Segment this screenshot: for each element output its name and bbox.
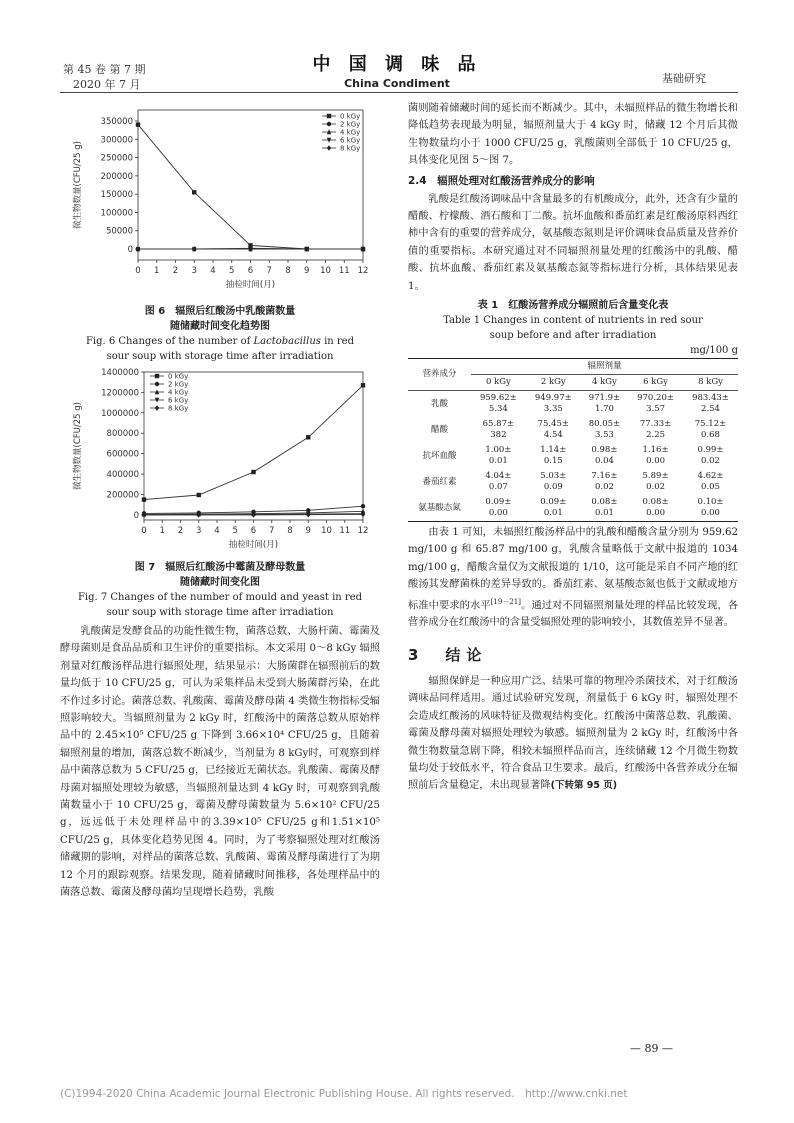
cell-sd: 0.02 <box>594 482 614 493</box>
x-tick-label: 3 <box>191 266 197 276</box>
figure-7-chart <box>60 366 380 556</box>
y-tick-label: 150000 <box>100 190 133 201</box>
journal-title-en: China Condiment <box>344 77 450 90</box>
legend-label: 8 kGy <box>168 404 189 413</box>
table-dose-header: 0 kGy <box>471 375 526 391</box>
table-cell <box>471 443 526 469</box>
cell-value: 0.99± <box>697 445 724 456</box>
y-tick-label: 350000 <box>100 116 133 127</box>
cell-sd: 382 <box>490 430 507 441</box>
table-col-nutrient: 营养成分 <box>408 359 471 391</box>
legend-label: 2 kGy <box>168 380 189 389</box>
data-point <box>251 470 255 474</box>
paragraph: 菌则随着储藏时间的延长而不断减少。其中，未辐照样品的微生物增长和降低趋势表现最为明显，辐照剂量大于 4 kGy 时，储藏 12 个月后其微生物数量均小于 1000 CFU/25 g，乳酸菌则全部低于 10 CFU/25 g，具体变化见图 5～图 7。 <box>408 103 738 167</box>
table-1-title-en <box>408 313 738 343</box>
table-cell <box>526 417 581 443</box>
fig6-cap-en-line2: sour soup with storage time after irradiation <box>106 351 334 362</box>
cell-value: 949.97± <box>534 393 572 404</box>
left-column <box>60 100 380 902</box>
figure-6-caption-en <box>60 334 380 364</box>
cell-sd: 0.02 <box>701 456 720 467</box>
legend-label: 0 kGy <box>340 112 361 121</box>
y-tick-label: 250000 <box>100 153 133 164</box>
cell-value: 0.09± <box>540 497 567 508</box>
y-tick-label: 400000 <box>106 470 139 481</box>
fig6-cap-line2: 随储藏时间变化趋势图 <box>170 321 270 332</box>
cell-value: 75.45± <box>537 419 570 430</box>
x-tick-label: 4 <box>210 266 216 276</box>
cell-sd: 2.54 <box>701 404 720 415</box>
x-tick-label: 9 <box>305 526 311 536</box>
table-1-title-en-line1: Table 1 Changes in content of nutrients in red sour <box>443 315 703 327</box>
volume-info: 第 45 卷 第 7 期 <box>63 63 146 76</box>
nutrient-name: 抗坏血酸 <box>422 450 457 461</box>
cell-sd: 0.01 <box>594 508 614 519</box>
cell-value: 5.89± <box>642 471 669 482</box>
cell-sd: 3.53 <box>594 430 614 441</box>
table-row <box>408 469 738 495</box>
table-cell <box>471 469 526 495</box>
data-point <box>361 383 365 387</box>
table-cell <box>683 495 738 522</box>
discussion-text-a: 由表 1 可知，未辐照红酸汤样品中的乳酸和醋酸含量分别为 959.62 mg/100 g 和 65.87 mg/100 g，乳酸含量略低于文献中报道的 1034 mg/100 g，醋酸含量仅为文献报道的 1/10，这可能是采自不同产地的红酸汤其发酵菌株的差异导致的。番茄红素、氨基酸态氮也低于文献或地方标准中要求的水平 <box>408 527 738 612</box>
data-point <box>192 190 196 194</box>
cell-value: 0.98± <box>591 445 618 456</box>
x-tick-label: 2 <box>177 526 184 536</box>
table-row <box>408 443 738 469</box>
legend-label: 4 kGy <box>168 388 189 397</box>
table-cell <box>581 469 628 495</box>
discussion-text-b: 。通过对不同辐照剂量处理的样品比较发现，各营养成分在红酸汤中的含量受辐照处理的影响较小，其数值差异不显著。 <box>408 600 739 629</box>
y-tick-label: 1200000 <box>101 388 139 399</box>
table-cell <box>471 417 526 443</box>
fig7-cap-en-line2: sour soup with storage time after irradiation <box>106 607 334 618</box>
table-dose-header: 4 kGy <box>581 375 628 391</box>
x-tick-label: 1 <box>159 526 165 536</box>
x-tick-label: 6 <box>250 526 257 536</box>
x-tick-label: 12 <box>357 526 369 536</box>
table-cell <box>683 469 738 495</box>
right-column <box>408 100 738 795</box>
y-tick-label: 200000 <box>106 490 139 501</box>
cell-sd: 0.01 <box>543 508 563 519</box>
x-axis-label: 抽检时间(月) <box>225 280 276 290</box>
fig7-cap-line1: 图 7 辐照后红酸汤中霉菌及酵母数量 <box>134 562 306 573</box>
table-cell <box>581 417 628 443</box>
paragraph: 乳酸菌是发酵食品的功能性微生物，菌落总数、大肠杆菌、霉菌及酵母菌则是食品品质和卫生评价的重要指标。本文采用 0～8 kGy 辐照剂量对红酸汤样品进行辐照处理，结果显示：大肠菌群在辐照前后的数量均低于 10 CFU/25 g，可认为采集样品未受到大肠菌群污染，在此不作过多讨论。菌落总数、乳酸菌、霉菌及酵母菌 4 类微生物指标受辐照影响较大。当辐照剂量为 2 kGy 时，红酸汤中的菌落总数从原始样品中的 2.45×10⁵ CFU/25 g 下降到 3.66×10⁴ CFU/25 g，且随着辐照剂量的增加，菌落总数不断减少，当剂量为 8 kGy时，可观察到样品中菌落总数为 5 CFU/25 g，已经接近无菌状态。乳酸菌、霉菌及酵母菌对辐照处理较为敏感，当辐照剂量达到 4 kGy 时，可观察到乳酸菌数量小于 10 CFU/25 g，霉菌及酵母菌数量为 5.6×10² CFU/25 g，远远低于未处理样品中的3.39×10⁵ CFU/25 g和1.51×10⁵ CFU/25 g，具体变化趋势见图 4。同时，为了考察辐照处理对红酸汤储藏期的影响，对样品的菌落总数、乳酸菌、霉菌及酵母菌进行了为期 12 个月的跟踪观察。结果发现，随着储藏时间推移，各处理样品中的菌落总数、霉菌及酵母菌均呈现增长趋势，乳酸 <box>60 626 380 899</box>
cell-value: 77.33± <box>639 419 672 430</box>
paragraph <box>408 673 738 795</box>
table-dose-header: 8 kGy <box>683 375 738 391</box>
x-tick-label: 3 <box>196 526 202 536</box>
table-discussion <box>408 524 738 632</box>
cell-sd: 4.54 <box>543 430 563 441</box>
x-tick-label: 10 <box>320 266 331 276</box>
issue-date: 2020 年 7 月 <box>73 78 141 91</box>
table-group-dose: 辐照剂量 <box>471 359 738 375</box>
table-cell <box>683 391 738 418</box>
figure-6-chart <box>60 100 380 300</box>
series-line <box>138 125 363 249</box>
data-point <box>136 122 140 126</box>
figure-6-caption-cn <box>60 304 380 334</box>
cell-value: 970.20± <box>637 393 674 404</box>
x-tick-label: 2 <box>172 266 179 276</box>
x-tick-label: 7 <box>269 526 275 536</box>
legend-label: 0 kGy <box>168 372 189 381</box>
legend-marker <box>327 122 331 126</box>
continued-note: (下转第 95 页) <box>550 780 618 792</box>
cell-sd: 3.57 <box>646 404 666 415</box>
cell-value: 75.12± <box>694 419 727 430</box>
cell-value: 4.62± <box>697 471 724 482</box>
paragraph <box>408 524 738 632</box>
cell-sd: 0.00 <box>488 508 508 519</box>
cell-sd: 0.00 <box>646 456 666 467</box>
section-2-4-body <box>408 191 738 295</box>
fig7-cap-en-line1: Fig. 7 Changes of the number of mould and yeast in red <box>77 592 363 603</box>
legend-marker <box>155 405 159 410</box>
cell-value: 959.62± <box>479 393 517 404</box>
x-tick-label: 4 <box>214 526 220 536</box>
legend-label: 2 kGy <box>340 120 361 129</box>
table-row <box>408 417 738 443</box>
x-tick-label: 6 <box>247 266 254 276</box>
x-tick-label: 7 <box>266 266 272 276</box>
table-1-title-cn: 表 1 红酸汤营养成分辐照前后含量变化表 <box>477 300 669 312</box>
cell-value: 1.14± <box>540 445 567 456</box>
cell-sd: 3.35 <box>543 404 563 415</box>
legend-marker <box>155 374 159 378</box>
cell-value: 7.16± <box>591 471 618 482</box>
cell-sd: 0.05 <box>701 482 720 493</box>
table-cell <box>471 495 526 522</box>
x-tick-label: 11 <box>339 526 351 536</box>
left-body-text <box>60 623 380 902</box>
y-tick-label: 1400000 <box>101 368 139 378</box>
data-point <box>306 435 310 439</box>
conclusion-text: 辐照保鲜是一种应用广泛、结果可靠的物理冷杀菌技术，对于红酸汤调味品同样适用。通过试验研究发现，剂量低于 6 kGy 时，辐照处理不会造成红酸汤的风味特征及微观结构变化。红酸汤中菌落总数、乳酸菌、霉菌及酵母菌对辐照处理较为敏感。辐照剂量为 2 kGy 时，红酸汤中各微生物数量急剧下降，相较未辐照样品而言，连续储藏 12 个月微生物数量均处于较低水平，符合食品卫生要求。最后，红酸汤中各营养成分在辐照前后含量稳定，未出现显著降 <box>408 675 738 792</box>
cell-sd: 0.15 <box>543 456 563 467</box>
table-cell <box>581 495 628 522</box>
nutrient-name: 乳酸 <box>430 398 448 409</box>
x-tick-label: 9 <box>304 266 310 276</box>
nutrient-name: 醋酸 <box>430 424 448 435</box>
cell-sd: 0.07 <box>488 482 508 493</box>
cell-sd: 1.70 <box>594 404 614 415</box>
cell-value: 0.09± <box>485 497 512 508</box>
cell-value: 5.03± <box>540 471 567 482</box>
right-top-text <box>408 100 738 170</box>
y-tick-label: 50000 <box>105 226 133 237</box>
y-tick-label: 0 <box>133 510 139 521</box>
table-row <box>408 495 738 522</box>
table-1 <box>408 358 738 522</box>
y-tick-label: 800000 <box>106 429 139 440</box>
data-point <box>142 497 146 501</box>
legend-label: 6 kGy <box>340 136 361 145</box>
x-tick-label: 0 <box>135 266 141 276</box>
nutrient-name: 番茄红素 <box>422 476 457 487</box>
journal-title-cn: 中 国 调 味 品 <box>312 54 482 75</box>
table-cell <box>628 391 683 418</box>
table-cell <box>628 469 683 495</box>
table-cell <box>471 391 526 418</box>
section-3-body <box>408 673 738 795</box>
table-1-body <box>408 391 738 522</box>
header-rule <box>60 92 738 93</box>
table-cell <box>581 391 628 418</box>
paragraph: 乳酸是红酸汤调味品中含量最多的有机酸成分，此外，还含有少量的醋酸、柠檬酸、酒石酸和丁二酸。抗坏血酸和番茄红素是红酸汤原料西红柿中含有的重要的营养成分，氨基酸态氮则是评价调味食品质量及营养价值的重要指标。本研究通过对不同辐照剂量处理的红酸汤中的乳酸、醋酸、抗坏血酸、番茄红素及氨基酸态氮等指标进行分析，具体结果见表 1。 <box>408 193 738 292</box>
fig6-cap-en-italic: Lactobacillus <box>253 336 321 347</box>
cell-sd: 0.68 <box>701 430 720 441</box>
x-tick-label: 5 <box>232 526 238 536</box>
table-dose-header: 6 kGy <box>628 375 683 391</box>
section-2-4-heading: 2.4 辐照处理对红酸汤营养成分的影响 <box>408 174 595 187</box>
data-point <box>361 504 365 508</box>
cell-value: 65.87± <box>482 419 515 430</box>
table-cell <box>628 495 683 522</box>
table-1-unit: mg/100 g <box>690 345 738 357</box>
cell-sd: 0.00 <box>701 508 720 519</box>
y-axis-label: 微生物数量(CFU/25 g) <box>73 402 83 490</box>
cell-sd: 0.00 <box>646 508 666 519</box>
table-dose-header: 2 kGy <box>526 375 581 391</box>
legend-marker <box>327 145 331 150</box>
table-cell <box>526 391 581 418</box>
cell-sd: 0.04 <box>594 456 614 467</box>
y-axis-label: 微生物数量(CFU/25 g) <box>73 141 83 229</box>
y-tick-label: 300000 <box>100 135 133 146</box>
cell-value: 971.9± <box>588 393 621 404</box>
fig7-cap-line2: 随储藏时间变化图 <box>180 577 260 588</box>
x-tick-label: 12 <box>357 266 369 276</box>
table-cell <box>526 469 581 495</box>
section-label: 基础研究 <box>662 72 706 85</box>
y-tick-label: 600000 <box>106 449 139 460</box>
table-cell <box>526 495 581 522</box>
cell-value: 0.10± <box>697 497 724 508</box>
legend-marker <box>155 382 159 386</box>
x-tick-label: 10 <box>321 526 332 536</box>
cell-sd: 5.34 <box>488 404 508 415</box>
y-tick-label: 100000 <box>100 208 133 219</box>
table-header-row <box>408 359 738 375</box>
cell-value: 983.43± <box>692 393 729 404</box>
x-tick-label: 11 <box>338 266 350 276</box>
x-tick-label: 5 <box>229 266 235 276</box>
y-tick-label: 200000 <box>100 171 133 182</box>
fig6-cap-en-a: Fig. 6 Changes of the number of <box>85 336 254 347</box>
y-tick-label: 0 <box>127 245 133 256</box>
nutrient-name: 氨基酸态氮 <box>408 495 471 522</box>
section-3-heading: 3 结论 <box>408 645 488 664</box>
cell-sd: 0.02 <box>646 482 666 493</box>
cell-value: 80.05± <box>588 419 621 430</box>
table-cell <box>526 443 581 469</box>
figure-7-caption-en <box>60 590 380 620</box>
cell-value: 1.00± <box>485 445 512 456</box>
x-tick-label: 0 <box>141 526 147 536</box>
table-cell <box>628 443 683 469</box>
data-point <box>197 493 201 497</box>
cell-value: 1.16± <box>642 445 669 456</box>
cell-value: 0.08± <box>642 497 669 508</box>
legend-marker <box>327 114 331 118</box>
legend-label: 8 kGy <box>340 144 361 153</box>
table-cell <box>581 443 628 469</box>
figure-7-caption-cn <box>60 560 380 590</box>
fig6-cap-en-line1 <box>60 334 380 349</box>
page-number: — 89 — <box>630 1042 673 1055</box>
cell-value: 0.08± <box>591 497 618 508</box>
table-row <box>408 391 738 418</box>
x-tick-label: 8 <box>287 526 293 536</box>
y-tick-label: 1000000 <box>101 408 139 419</box>
legend-label: 6 kGy <box>168 396 189 405</box>
table-cell <box>628 417 683 443</box>
copyright-footer: (C)1994-2020 China Academic Journal Electronic Publishing House. All rights reserved. http://www.cnki.net <box>60 1088 628 1100</box>
table-cell <box>683 443 738 469</box>
cell-value: 4.04± <box>485 471 512 482</box>
legend-label: 4 kGy <box>340 128 361 137</box>
x-axis-label: 抽检时间(月) <box>228 540 279 550</box>
x-tick-label: 8 <box>285 266 291 276</box>
fig6-cap-line1: 图 6 辐照后红酸汤中乳酸菌数量 <box>144 306 296 317</box>
citation-ref: [19－21] <box>490 597 521 606</box>
table-1-title-en-line2: soup before and after irradiation <box>489 330 657 342</box>
fig6-cap-en-c: in red <box>320 336 355 347</box>
table-cell <box>683 417 738 443</box>
x-tick-label: 1 <box>154 266 160 276</box>
cell-sd: 2.25 <box>646 430 666 441</box>
cell-sd: 0.09 <box>543 482 563 493</box>
cell-sd: 0.01 <box>488 456 508 467</box>
